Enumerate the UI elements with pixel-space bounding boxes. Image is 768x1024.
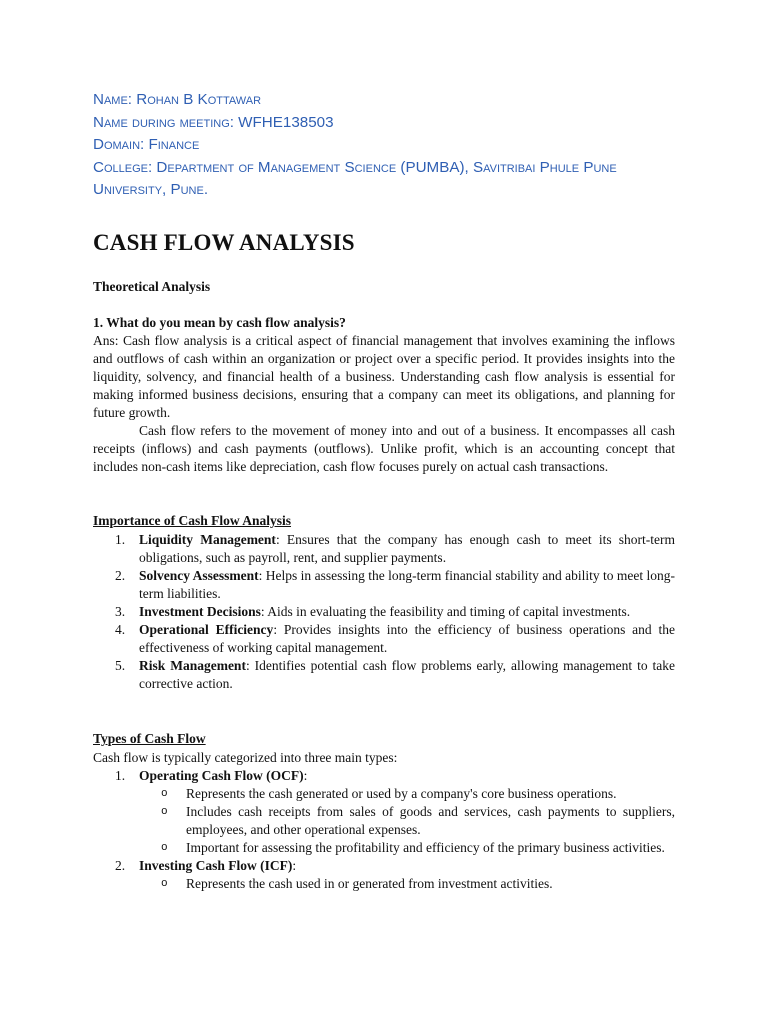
question-1-heading: 1. What do you mean by cash flow analysis? xyxy=(93,315,346,330)
bullet-text: Important for assessing the profitability and efficiency of the primary business activities. xyxy=(186,840,665,855)
author-info xyxy=(93,89,693,202)
item-number: 1. xyxy=(115,768,126,783)
item-number: 3. xyxy=(115,604,126,619)
list-item xyxy=(93,857,675,893)
bullet-text: Includes cash receipts from sales of goods and services, cash payments to suppliers, employees, and other operational expenses. xyxy=(186,804,675,837)
types-intro: Cash flow is typically categorized into three main types: xyxy=(93,750,398,765)
answer-paragraph-2 xyxy=(93,422,675,476)
sub-bullet xyxy=(139,803,675,839)
item-term: Risk Management xyxy=(139,658,246,673)
meeting-name: Name during meeting: WFHE138503 xyxy=(93,113,334,131)
item-term: Investment Decisions xyxy=(139,604,261,619)
importance-list xyxy=(93,531,675,693)
item-term: Operating Cash Flow (OCF) xyxy=(139,768,304,783)
item-description: : Identifies potential cash flow problems early, allowing management to take corrective action. xyxy=(139,658,676,691)
domain-line: Domain: Finance xyxy=(93,136,200,153)
college-line-1: College: Department of Management Science (PUMBA), Savitribai Phule Pune xyxy=(93,158,617,176)
item-number: 2. xyxy=(115,568,126,583)
item-description: : Ensures that the company has enough cash to meet its short-term obligations, such as payroll, rent, and supplier payments. xyxy=(139,532,675,565)
sub-bullet-list xyxy=(139,785,675,857)
item-term: Liquidity Management xyxy=(139,532,276,547)
item-number: 1. xyxy=(115,532,126,547)
college-line-2: University, Pune. xyxy=(93,181,209,198)
item-term: Solvency Assessment xyxy=(139,568,259,583)
item-number: 4. xyxy=(115,622,126,637)
answer-paragraph-1: Ans: Cash flow analysis is a critical aspect of financial management that involves examining the inflows and outflows of cash within an organization or project over a specific period. It provides insights into the liquidity, solvency, and financial health of a business. Understanding cash flow analysis is essential for making informed business decisions, ensuring that a company can meet its obligations, and planning for future growth. xyxy=(93,333,675,420)
theoretical-heading: Theoretical Analysis xyxy=(93,279,211,294)
item-suffix: : xyxy=(303,768,308,783)
bullet-glyph: o xyxy=(161,878,168,890)
list-item xyxy=(93,657,675,693)
item-description: : Aids in evaluating the feasibility and timing of capital investments. xyxy=(260,604,631,619)
bullet-glyph: o xyxy=(161,842,168,854)
list-item xyxy=(93,603,675,621)
list-item xyxy=(93,767,675,857)
list-item xyxy=(93,621,675,657)
bullet-text: Represents the cash used in or generated from investment activities. xyxy=(186,876,553,891)
document-title: CASH FLOW ANALYSIS xyxy=(93,230,355,255)
item-term: Operational Efficiency xyxy=(139,622,274,637)
item-description: : Helps in assessing the long-term financial stability and ability to meet long-term liabilities. xyxy=(139,568,675,601)
author-name: Name: Rohan B Kottawar xyxy=(93,91,262,108)
importance-heading: Importance of Cash Flow Analysis xyxy=(93,513,292,528)
sub-bullet xyxy=(139,785,675,803)
item-description: : Provides insights into the efficiency of business operations and the effectiveness of working capital management. xyxy=(139,622,675,655)
answer-paragraph-2-text: Cash flow refers to the movement of money into and out of a business. It encompasses all cash receipts (inflows) and cash payments (outflows). Unlike profit, which is an accounting concept that includes non-cash items like depreciation, cash flow focuses purely on actual cash transactions. xyxy=(93,423,675,474)
bullet-glyph: o xyxy=(161,788,168,800)
sub-bullet-list xyxy=(139,875,675,893)
types-list xyxy=(93,767,675,893)
bullet-glyph: o xyxy=(161,806,168,818)
item-number: 5. xyxy=(115,658,126,673)
list-item xyxy=(93,531,675,567)
sub-bullet xyxy=(139,839,675,857)
sub-bullet xyxy=(139,875,675,893)
item-term: Investing Cash Flow (ICF) xyxy=(139,858,293,873)
item-suffix: : xyxy=(292,858,297,873)
list-item xyxy=(93,567,675,603)
types-heading: Types of Cash Flow xyxy=(93,731,206,746)
bullet-text: Represents the cash generated or used by a company's core business operations. xyxy=(186,786,617,801)
item-number: 2. xyxy=(115,858,126,873)
